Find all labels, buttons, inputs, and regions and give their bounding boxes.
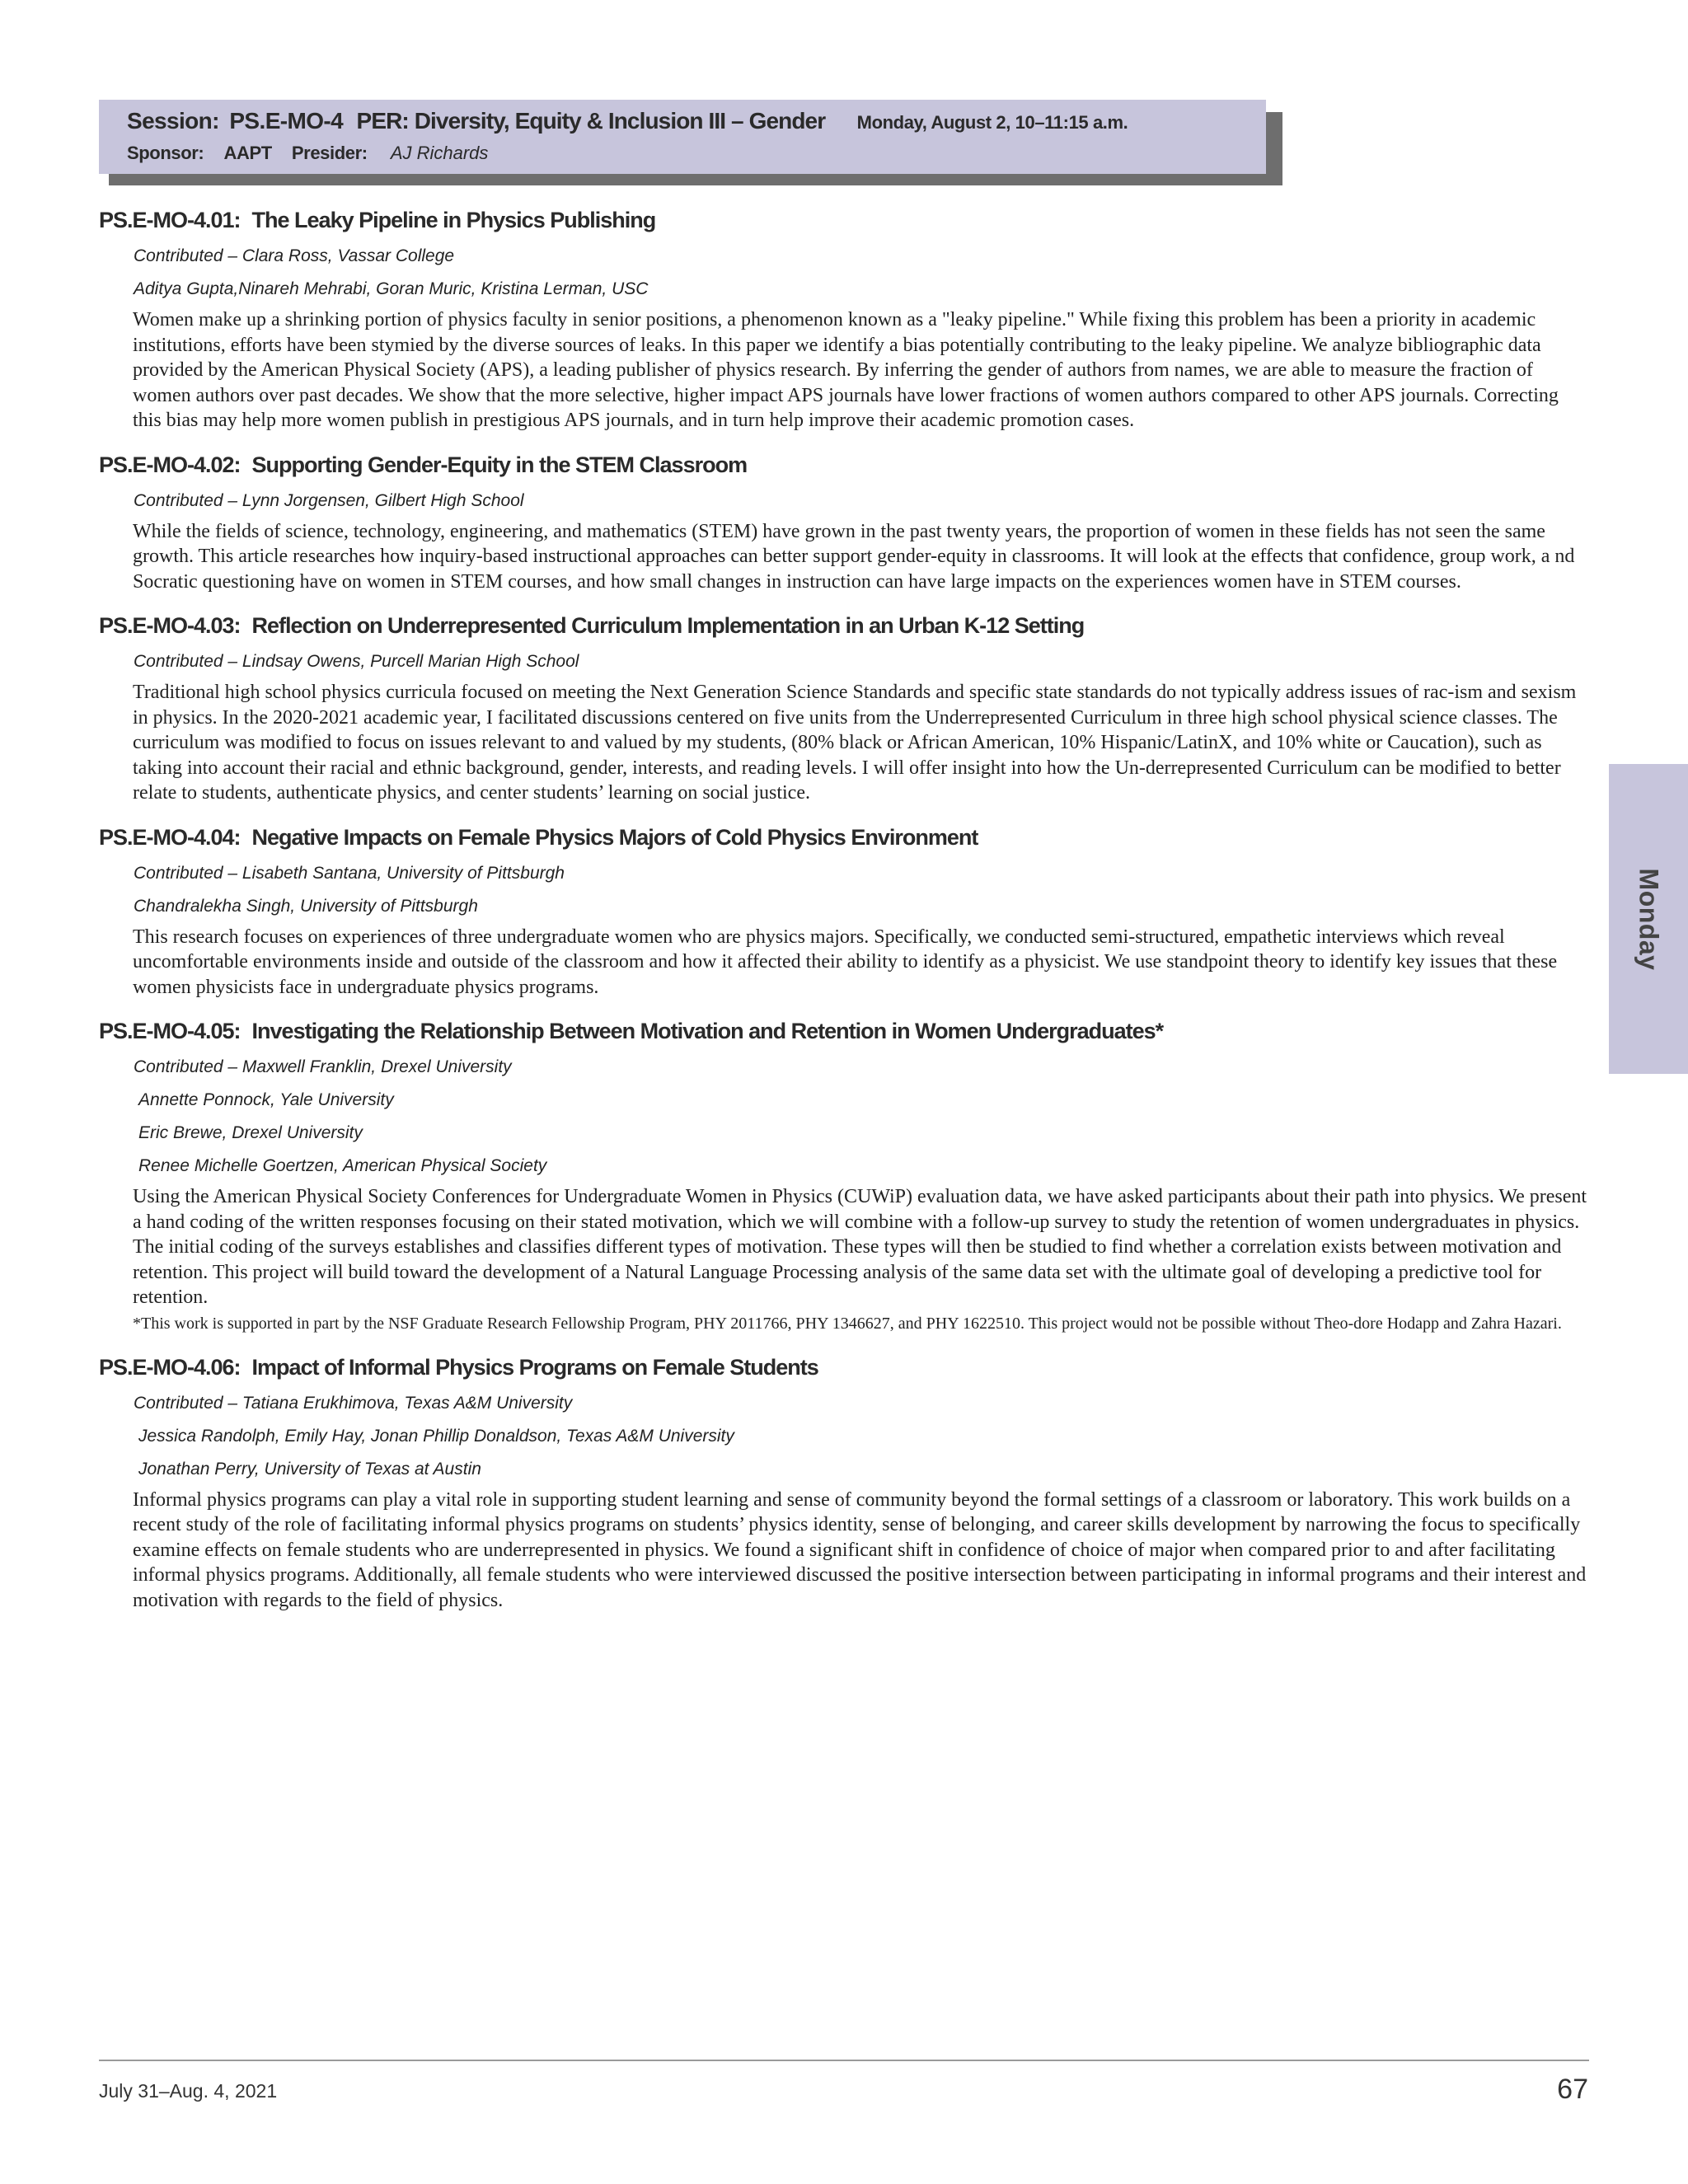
abstract-title: [99, 1352, 1591, 1383]
abstract-item: [99, 204, 1591, 434]
abstract-title-text: Investigating the Relationship Between Motivation and Retention in Women Undergraduates*: [251, 1019, 1164, 1043]
author-line: Contributed – Maxwell Franklin, Drexel University: [134, 1057, 512, 1076]
abstract-title: [99, 204, 1591, 236]
abstract-body: Women make up a shrinking portion of physics faculty in senior positions, a phenomenon known as a "leaky pipeline." While fixing this problem has been a priority in academic institutions, efforts have been stymied by the diverse sources of leaks. In this paper we identify a bias potentially contributing to the leaky pipeline. We analyze bibliographic data provided by the American Physical Society (APS), a leading publisher of physics research. By inferring the gender of authors from names, we are able to measure the fraction of women authors over past decades. We show that the more selective, higher impact APS journals have lower fractions of women authors compared to other APS journals. Correcting this bias may help more women publish in prestigious APS journals, and in turn help improve their academic promotion cases.: [133, 309, 1559, 431]
abstract-item: [99, 1352, 1591, 1614]
author-line: Jessica Randolph, Emily Hay, Jonan Phillip Donaldson, Texas A&M University: [138, 1426, 734, 1446]
author-line: Eric Brewe, Drexel University: [138, 1123, 363, 1142]
author-line: Chandralekha Singh, University of Pittsburgh: [134, 896, 478, 916]
session-code: PS.E-MO-4: [229, 108, 344, 134]
presider-value: AJ Richards: [390, 143, 489, 163]
abstract-body: Using the American Physical Society Conferences for Undergraduate Women in Physics (CUWiP) evaluation data, we have asked participants about their path into physics. We present a hand coding of the written responses focusing on their stated motivation, which we will combine with a follow-up survey to study the retention of women undergraduates in physics. The initial coding of the surveys establishes and classifies different types of motivation. These types will then be studied to find whether a correlation exists between motivation and retention. This project will build toward the development of a Natural Language Processing analysis of the same data set with the ultimate goal of developing a predictive tool for retention.: [133, 1186, 1587, 1308]
sponsor-value: AAPT: [223, 143, 272, 163]
author-line: Contributed – Clara Ross, Vassar College: [134, 246, 455, 265]
day-tab-label: Monday: [1634, 868, 1664, 970]
abstract-title-text: Impact of Informal Physics Programs on Female Students: [251, 1354, 818, 1380]
abstract-code: PS.E-MO-4.04:: [99, 824, 241, 850]
author-line: Contributed – Tatiana Erukhimova, Texas A&M University: [134, 1393, 573, 1413]
session-banner: [99, 100, 1266, 174]
abstract-list: [99, 204, 1591, 1629]
abstract-code: PS.E-MO-4.01:: [99, 208, 241, 232]
session-title: PER: Diversity, Equity & Inclusion III – Gender: [356, 108, 826, 134]
abstract-title-text: The Leaky Pipeline in Physics Publishing: [251, 208, 656, 232]
abstract-title-text: Negative Impacts on Female Physics Majors of Cold Physics Environment: [251, 824, 978, 850]
abstract-code: PS.E-MO-4.06:: [99, 1354, 241, 1380]
abstract-title: [99, 1015, 1591, 1047]
abstract-title: [99, 449, 1591, 480]
abstract-title-text: Supporting Gender-Equity in the STEM Classroom: [251, 452, 748, 477]
footer-divider: [99, 2060, 1589, 2061]
abstract-item: [99, 610, 1591, 806]
day-side-tab: [1609, 764, 1688, 1074]
abstract-item: [99, 1015, 1591, 1336]
abstract-body: Informal physics programs can play a vital role in supporting student learning and sense of community beyond the formal settings of a classroom or laboratory. This work builds on a recent study of the role of facilitating informal physics programs on students’ physics identity, sense of belonging, and career skills development by narrowing the focus to specifically examine effects on female students who are underrepresented in physics. We found a significant shift in confidence of choice of major when compared prior to and after facilitating informal physics programs. Additionally, all female students who were interviewed discussed the positive intersection between participating in informal programs and their interest and motivation with regards to the field of physics.: [133, 1488, 1587, 1611]
abstract-title: [99, 610, 1591, 641]
author-line: Renee Michelle Goertzen, American Physical Society: [138, 1156, 547, 1175]
abstract-body: Traditional high school physics curricula focused on meeting the Next Generation Science Standards and specific state standards do not typically address issues of rac-ism and sexism in physics. In the 2020-2021 academic year, I facilitated discussions centered on five units from the Underrepresented Curriculum in three high school physical science classes. The curriculum was modified to focus on issues relevant to and valued by my students, (80% black or African American, 10% Hispanic/LatinX, and 10% white or Caucation), such as taking into account their racial and ethnic background, gender, interests, and reading levels. I will offer insight into how the Un-derrepresented Curriculum can be modified to better relate to students, authenticate physics, and center students’ learning on social justice.: [133, 682, 1577, 804]
abstract-code: PS.E-MO-4.02:: [99, 452, 241, 477]
session-heading: [127, 108, 1266, 143]
abstract-item: [99, 449, 1591, 595]
presider-label: Presider:: [291, 143, 368, 163]
abstract-body: While the fields of science, technology, engineering, and mathematics (STEM) have grown in the past twenty years, the proportion of women in these fields has not seen the same growth. This article researches how inquiry-based instructional approaches can better support gender-equity in classrooms. It will look at the effects that confidence, group work, a nd Socratic questioning have on women in STEM courses, and how small changes in instruction can have large impacts on the experiences women have in STEM courses.: [133, 520, 1575, 593]
author-line: Contributed – Lisabeth Santana, University of Pittsburgh: [134, 863, 565, 883]
abstract-body: This research focuses on experiences of three undergraduate women who are physics majors. Specifically, we conducted semi-structured, empathetic interviews which reveal uncomfortable environments inside and outside of the classroom and how it affected their ability to identify as a physicist. We use standpoint theory to identify key issues that these women physicists face in undergraduate physics programs.: [133, 926, 1558, 998]
author-line: Aditya Gupta,Ninareh Mehrabi, Goran Muric, Kristina Lerman, USC: [134, 279, 649, 298]
abstract-title-text: Reflection on Underrepresented Curriculum Implementation in an Urban K-12 Setting: [251, 613, 1085, 638]
footer-dates: July 31–Aug. 4, 2021: [99, 2080, 278, 2102]
author-line: Contributed – Lynn Jorgensen, Gilbert High School: [134, 490, 524, 510]
session-sponsor-line: [127, 143, 1266, 164]
session-label: Session:: [127, 108, 219, 134]
abstract-footnote: *This work is supported in part by the NSF Graduate Research Fellowship Program, PHY 2011766, PHY 1346627, and PHY 1622510. This project would not be possible without Theo-dore Hodapp and Zahra Hazari.: [133, 1314, 1562, 1333]
session-datetime: Monday, August 2, 10–11:15 a.m.: [856, 112, 1128, 133]
page-number: 67: [1557, 2074, 1588, 2105]
abstract-code: PS.E-MO-4.03:: [99, 613, 241, 638]
author-line: Annette Ponnock, Yale University: [138, 1090, 394, 1109]
sponsor-label: Sponsor:: [127, 143, 204, 163]
author-line: Contributed – Lindsay Owens, Purcell Marian High School: [134, 652, 579, 671]
author-line: Jonathan Perry, University of Texas at Austin: [138, 1459, 481, 1479]
abstract-title: [99, 822, 1591, 853]
abstract-code: PS.E-MO-4.05:: [99, 1019, 241, 1043]
abstract-item: [99, 822, 1591, 1001]
